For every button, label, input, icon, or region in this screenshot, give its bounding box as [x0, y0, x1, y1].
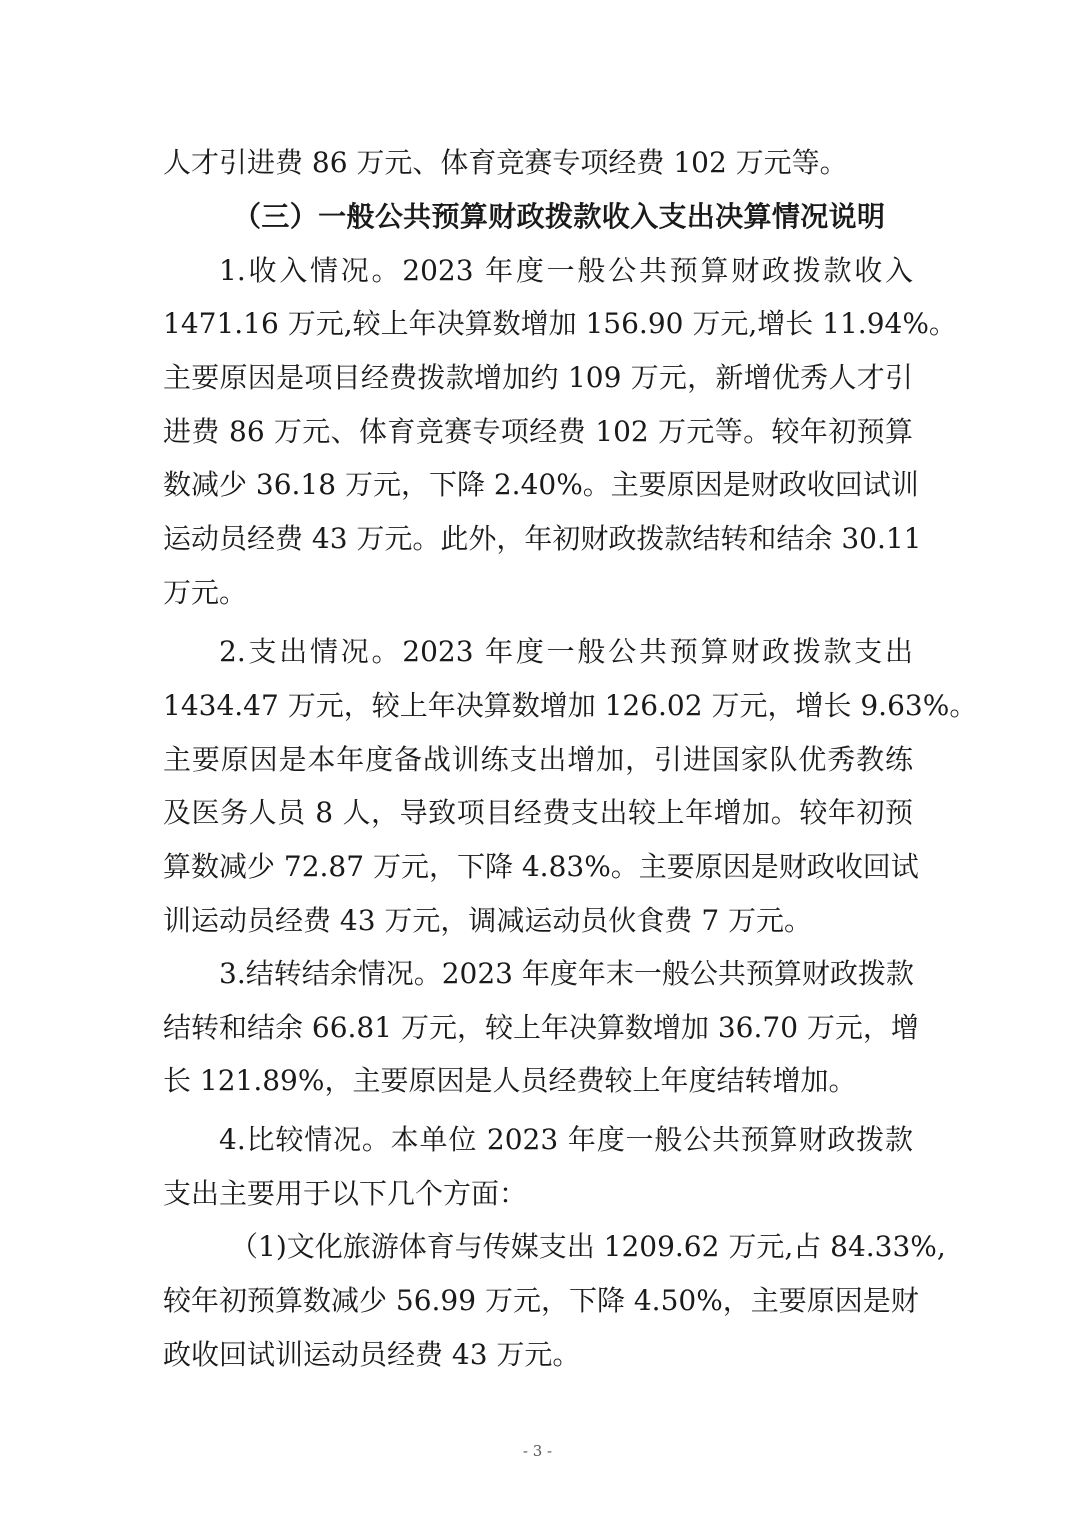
paragraph-line: 算数减少 72.87 万元，下降 4.83%。主要原因是财政收回试 [163, 850, 919, 883]
section-heading: （三）一般公共预算财政拨款收入支出决算情况说明 [233, 200, 885, 233]
paragraph-line: 训运动员经费 43 万元，调减运动员伙食费 7 万元。 [163, 904, 813, 937]
paragraph-line: 万元。 [163, 576, 248, 609]
paragraph-line: 运动员经费 43 万元。此外，年初财政拨款结转和结余 30.11 [163, 522, 922, 555]
paragraph-line: 1471.16 万元,较上年决算数增加 156.90 万元,增长 11.94%。 [163, 307, 957, 340]
paragraph-line: 政收回试训运动员经费 43 万元。 [163, 1338, 581, 1371]
page-number: - 3 - [522, 1442, 553, 1460]
paragraph-line: 1434.47 万元，较上年决算数增加 126.02 万元，增长 9.63%。 [163, 689, 978, 722]
paragraph-line: 主要原因是本年度备战训练支出增加，引进国家队优秀教练 [163, 743, 913, 776]
paragraph-line: 主要原因是项目经费拨款增加约 109 万元，新增优秀人才引 [163, 361, 913, 394]
paragraph-line: 长 121.89%，主要原因是人员经费较上年度结转增加。 [163, 1064, 857, 1097]
paragraph-line: 1.收入情况。2023 年度一般公共预算财政拨款收入 [219, 254, 913, 287]
paragraph-line: 2.支出情况。2023 年度一般公共预算财政拨款支出 [219, 635, 913, 668]
paragraph-line: 及医务人员 8 人，导致项目经费支出较上年增加。较年初预 [163, 796, 913, 829]
paragraph-line: （1)文化旅游体育与传媒支出 1209.62 万元,占 84.33%, [230, 1230, 946, 1263]
paragraph-line: 人才引进费 86 万元、体育竞赛专项经费 102 万元等。 [163, 146, 848, 179]
paragraph-line: 进费 86 万元、体育竞赛专项经费 102 万元等。较年初预算 [163, 415, 913, 448]
paragraph-line: 支出主要用于以下几个方面： [163, 1177, 528, 1210]
paragraph-line: 4.比较情况。本单位 2023 年度一般公共预算财政拨款 [219, 1123, 913, 1156]
paragraph-line: 较年初预算数减少 56.99 万元，下降 4.50%，主要原因是财 [163, 1284, 919, 1317]
paragraph-line: 3.结转结余情况。2023 年度年末一般公共预算财政拨款 [219, 957, 914, 990]
paragraph-line: 数减少 36.18 万元，下降 2.40%。主要原因是财政收回试训 [163, 468, 919, 501]
paragraph-line: 结转和结余 66.81 万元，较上年决算数增加 36.70 万元，增 [163, 1011, 919, 1044]
